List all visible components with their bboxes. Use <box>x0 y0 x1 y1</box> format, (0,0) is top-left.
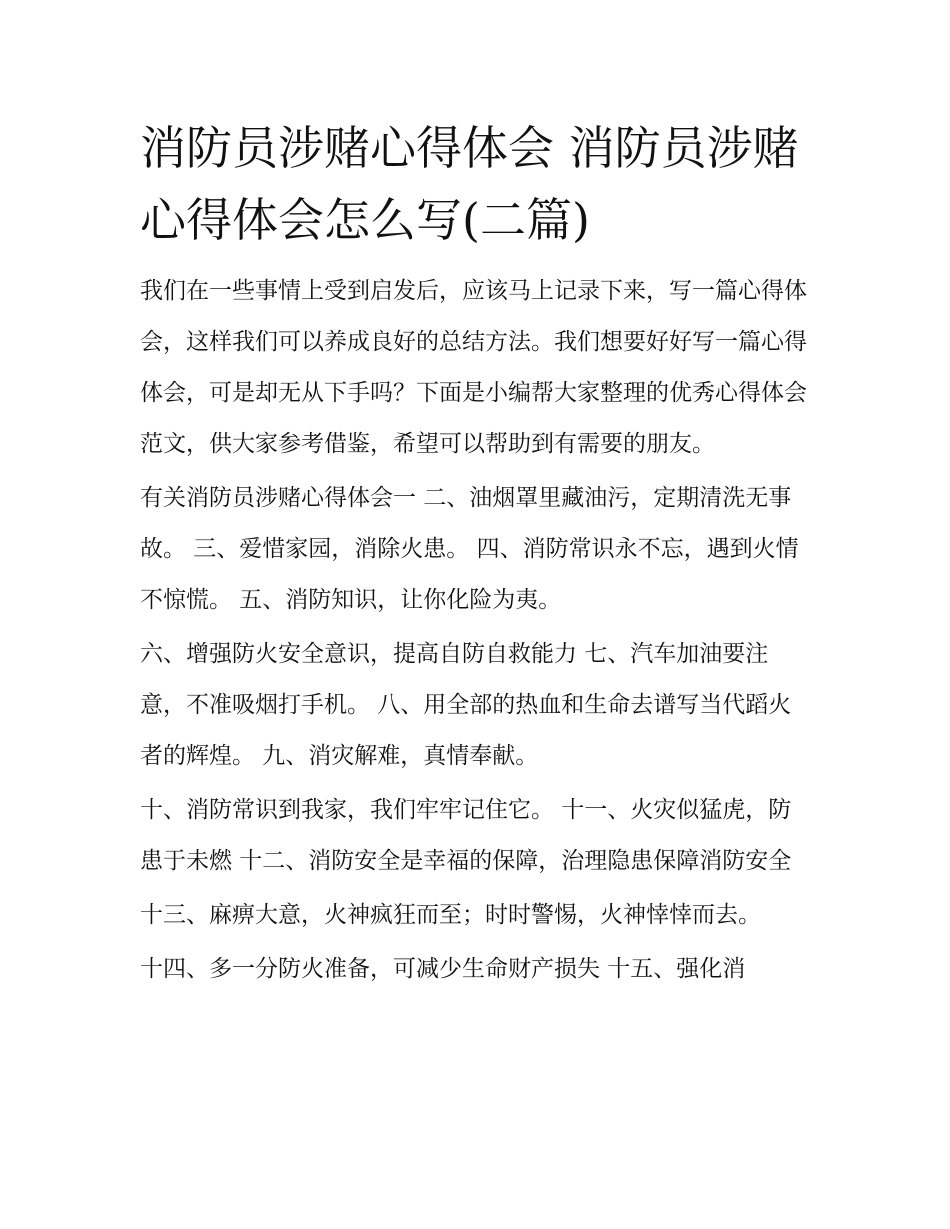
paragraph-intro: 我们在一些事情上受到启发后，应该马上记录下来，写一篇心得体会，这样我们可以养成良好的总结方法。我们想要好好写一篇心得体会，可是却无从下手吗？下面是小编帮大家整理的优秀心得体会范文，供大家参考借鉴，希望可以帮助到有需要的朋友。 <box>140 278 807 457</box>
paragraph-slogans-2: 六、增强防火安全意识，提高自防自救能力 七、汽车加油要注意，不准吸烟打手机。 八、用全部的热血和生命去谱写当代蹈火者的辉煌。 九、消灾解难，真情奉献。 <box>140 641 792 769</box>
paragraph-slogans-1: 有关消防员涉赌心得体会一 二、油烟罩里藏油污，定期清洗无事故。 三、爱惜家园，消除火患。 四、消防常识永不忘，遇到火情不惊慌。 五、消防知识，让你化险为夷。 <box>140 485 799 613</box>
document-title: 消防员涉赌心得体会 消防员涉赌心得体会怎么写(二篇) <box>140 121 799 247</box>
paragraph-slogans-5: 十四、多一分防火准备，可减少生命财产损失 十五、强化消 <box>140 956 746 982</box>
paragraph-slogans-3: 十、消防常识到我家，我们牢牢记住它。 十一、火灾似猛虎，防患于未燃 十二、消防安全是幸福的保障，治理隐患保障消防安全 <box>140 797 792 874</box>
paragraph-slogans-4: 十三、麻痹大意，火神疯狂而至；时时警惕，火神悻悻而去。 <box>140 902 761 928</box>
document-body <box>140 112 812 998</box>
